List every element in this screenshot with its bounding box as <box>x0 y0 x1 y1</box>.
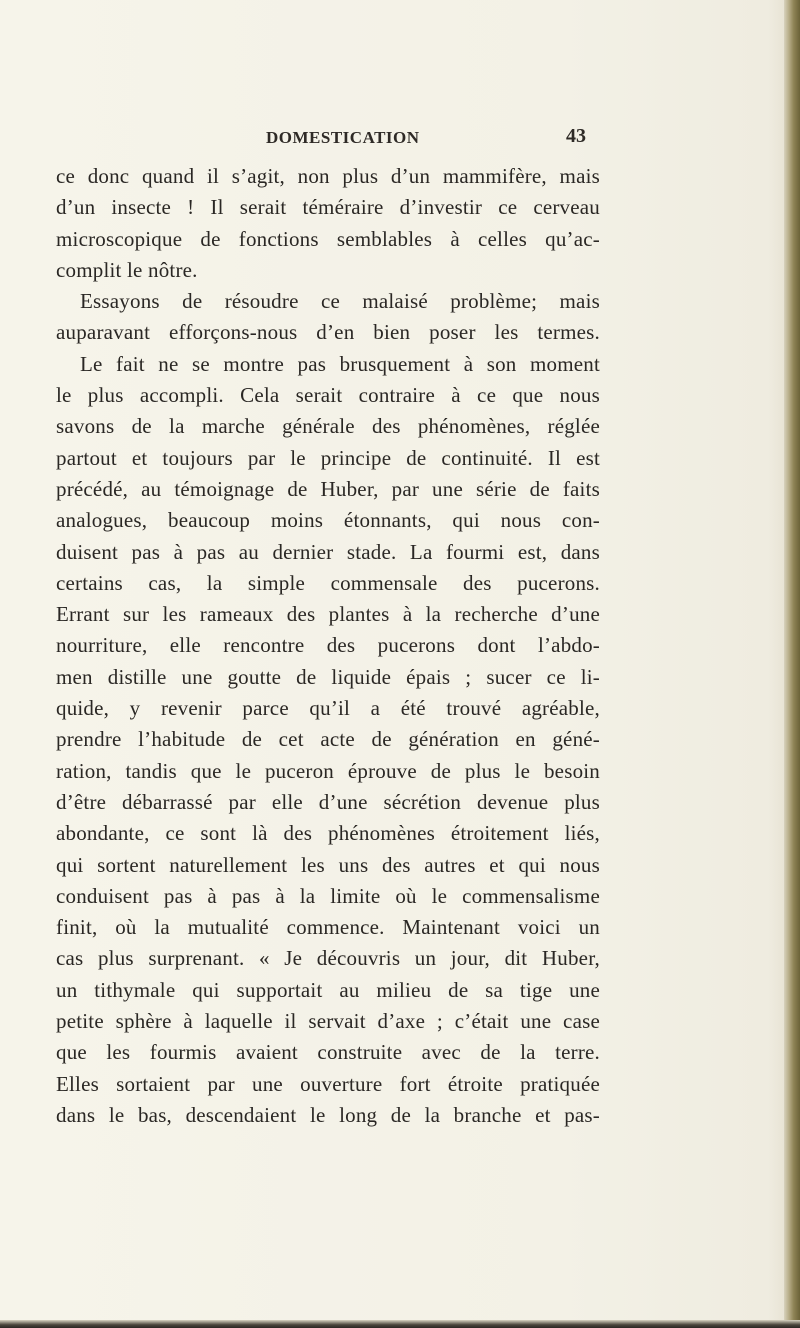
text-line: partout et toujours par le principe de continuité. Il est <box>56 445 600 470</box>
text-line: complit le nôtre. <box>56 257 198 282</box>
running-title: DOMESTICATION <box>266 128 420 147</box>
text-line: d’un insecte ! Il serait téméraire d’investir ce cerveau <box>56 195 600 220</box>
text-line: qui sortent naturellement les uns des autres et qui nous <box>56 852 600 877</box>
text-line: d’être débarrassé par elle d’une sécrétion devenue plus <box>56 789 600 814</box>
text-line: Elles sortaient par une ouverture fort étroite pratiquée <box>56 1071 600 1096</box>
text-line: précédé, au témoignage de Huber, par une série de faits <box>56 476 600 501</box>
text-line: men distille une goutte de liquide épais ; sucer ce li- <box>56 664 600 689</box>
text-line: Essayons de résoudre ce malaisé problème; mais <box>80 289 600 314</box>
text-line: le plus accompli. Cela serait contraire à ce que nous <box>56 383 600 408</box>
body-text <box>56 161 600 1131</box>
text-line: Errant sur les rameaux des plantes à la recherche d’une <box>56 602 600 627</box>
text-line: Le fait ne se montre pas brusquement à son moment <box>80 351 600 376</box>
page-edge <box>784 0 800 1328</box>
text-line: cas plus surprenant. « Je découvris un jour, dit Huber, <box>56 946 600 971</box>
text-line: un tithymale qui supportait au milieu de sa tige une <box>56 977 600 1002</box>
page-bottom-edge <box>0 1320 800 1328</box>
text-line: finit, où la mutualité commence. Maintenant voici un <box>56 915 600 940</box>
text-line: duisent pas à pas au dernier stade. La fourmi est, dans <box>56 539 600 564</box>
running-head <box>0 126 800 156</box>
text-line: dans le bas, descendaient le long de la branche et pas- <box>56 1102 600 1127</box>
text-line: certains cas, la simple commensale des pucerons. <box>56 570 600 595</box>
text-line: auparavant efforçons-nous d’en bien poser les termes. <box>56 320 600 345</box>
text-line: abondante, ce sont là des phénomènes étroitement liés, <box>56 821 600 846</box>
text-line: microscopique de fonctions semblables à celles qu’ac- <box>56 226 600 251</box>
text-line: conduisent pas à pas à la limite où le commensalisme <box>56 883 600 908</box>
text-line: prendre l’habitude de cet acte de génération en géné- <box>56 727 600 752</box>
text-line: petite sphère à laquelle il servait d’axe ; c’était une case <box>56 1009 600 1034</box>
text-line: nourriture, elle rencontre des pucerons dont l’abdo- <box>56 633 600 658</box>
text-line: que les fourmis avaient construite avec de la terre. <box>56 1040 600 1065</box>
text-line: analogues, beaucoup moins étonnants, qui nous con- <box>56 508 600 533</box>
text-line: quide, y revenir parce qu’il a été trouvé agréable, <box>56 696 600 721</box>
text-line: savons de la marche générale des phénomènes, réglée <box>56 414 600 439</box>
text-line: ration, tandis que le puceron éprouve de plus le besoin <box>56 758 600 783</box>
page-number: 43 <box>566 125 586 147</box>
text-line: ce donc quand il s’agit, non plus d’un mammifère, mais <box>56 164 600 188</box>
